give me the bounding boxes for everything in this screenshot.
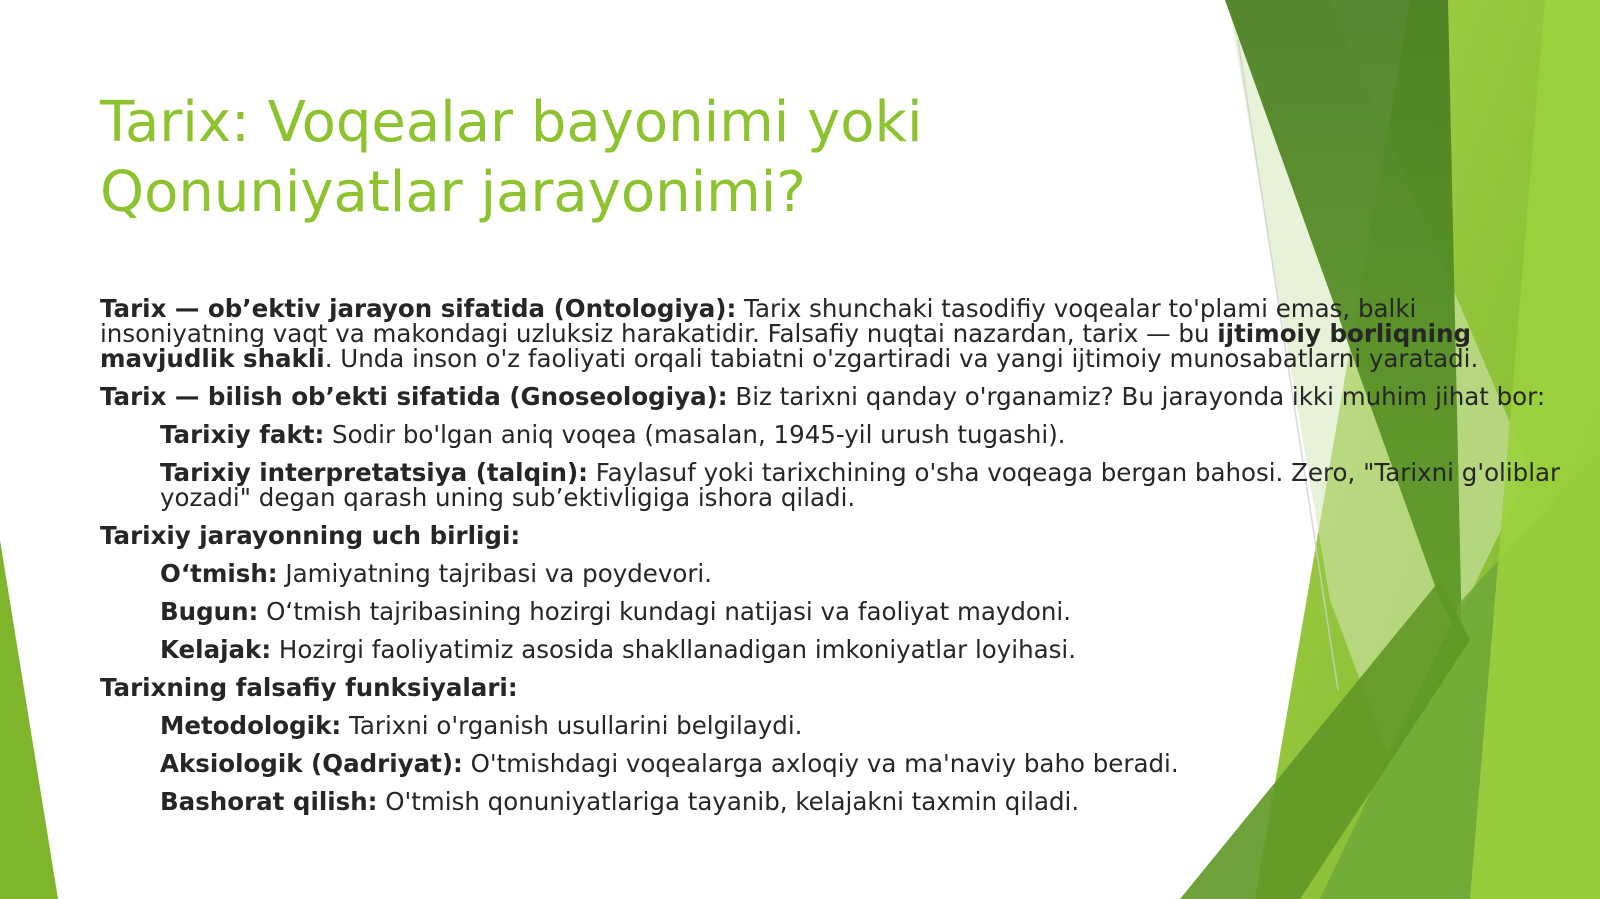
heading-functions xyxy=(100,675,1570,700)
past-text: Jamiyatning tajribasi va poydevori. xyxy=(277,559,712,588)
left-green-sliver xyxy=(0,540,58,899)
axiological-text: O'tmishdagi voqealarga axloqiy va ma'naviy baho beradi. xyxy=(462,749,1179,778)
today-label: Bugun: xyxy=(160,597,259,626)
item-methodological xyxy=(160,713,1570,738)
future-label: Kelajak: xyxy=(160,635,272,664)
item-past xyxy=(160,561,1570,586)
item-future xyxy=(160,637,1570,662)
fact-text: Sodir bo'lgan aniq voqea (masalan, 1945-yil urush tugashi). xyxy=(324,420,1066,449)
ontology-text-b: . Unda inson o'z faoliyati orqali tabiatni o'zgartiradi va yangi ijtimoiy munosabatlarni yaratadi. xyxy=(324,344,1479,373)
slide-title-line-1: Tarix: Voqealar bayonimi yoki xyxy=(100,90,923,155)
unity-heading: Tarixiy jarayonning uch birligi: xyxy=(100,521,521,550)
item-interpretation xyxy=(160,460,1570,510)
ontology-text-a: Tarix shunchaki tasodifiy voqealar to'plami emas, balki insoniyatning vaqt va makondagi uzluksiz harakatidir. Falsafiy nuqtai nazardan, tarix — bu xyxy=(100,294,1417,348)
item-axiological xyxy=(160,751,1570,776)
heading-unity xyxy=(100,523,1570,548)
methodological-text: Tarixni o'rganish usullarini belgilaydi. xyxy=(341,711,803,740)
today-text: O‘tmish tajribasining hozirgi kundagi natijasi va faoliyat maydoni. xyxy=(258,597,1072,626)
item-historical-fact xyxy=(160,422,1570,447)
interpretation-label: Tarixiy interpretatsiya (talqin): xyxy=(160,458,588,487)
paragraph-gnoseology xyxy=(100,384,1570,409)
item-prediction xyxy=(160,789,1570,814)
past-label: O‘tmish: xyxy=(160,559,278,588)
future-text: Hozirgi faoliyatimiz asosida shakllanadigan imkoniyatlar loyihasi. xyxy=(271,635,1076,664)
paragraph-ontology xyxy=(100,296,1570,371)
gnoseology-text: Biz tarixni qanday o'rganamiz? Bu jarayonda ikki muhim jihat bor: xyxy=(727,382,1546,411)
ontology-bold: ijtimoiy borliqning mavjudlik shakli xyxy=(100,319,1472,373)
interpretation-text: Faylasuf yoki tarixchining o'sha voqeaga bergan bahosi. Zero, "Tarixni g'oliblar yozadi" degan qarash uning sub’ektivligiga ishora qiladi. xyxy=(160,458,1561,512)
prediction-label: Bashorat qilish: xyxy=(160,787,378,816)
methodological-label: Metodologik: xyxy=(160,711,342,740)
gnoseology-label: Tarix — bilish ob’ekti sifatida (Gnoseologiya): xyxy=(100,382,728,411)
prediction-text: O'tmish qonuniyatlariga tayanib, kelajakni taxmin qiladi. xyxy=(377,787,1080,816)
item-today xyxy=(160,599,1570,624)
fact-label: Tarixiy fakt: xyxy=(160,420,325,449)
slide-content xyxy=(100,296,1570,827)
slide-title xyxy=(100,88,1000,228)
ontology-label: Tarix — ob’ektiv jarayon sifatida (Ontologiya): xyxy=(100,294,737,323)
functions-heading: Tarixning falsafiy funksiyalari: xyxy=(100,673,518,702)
slide-title-line-2: Qonuniyatlar jarayonimi? xyxy=(100,160,806,225)
axiological-label: Aksiologik (Qadriyat): xyxy=(160,749,463,778)
